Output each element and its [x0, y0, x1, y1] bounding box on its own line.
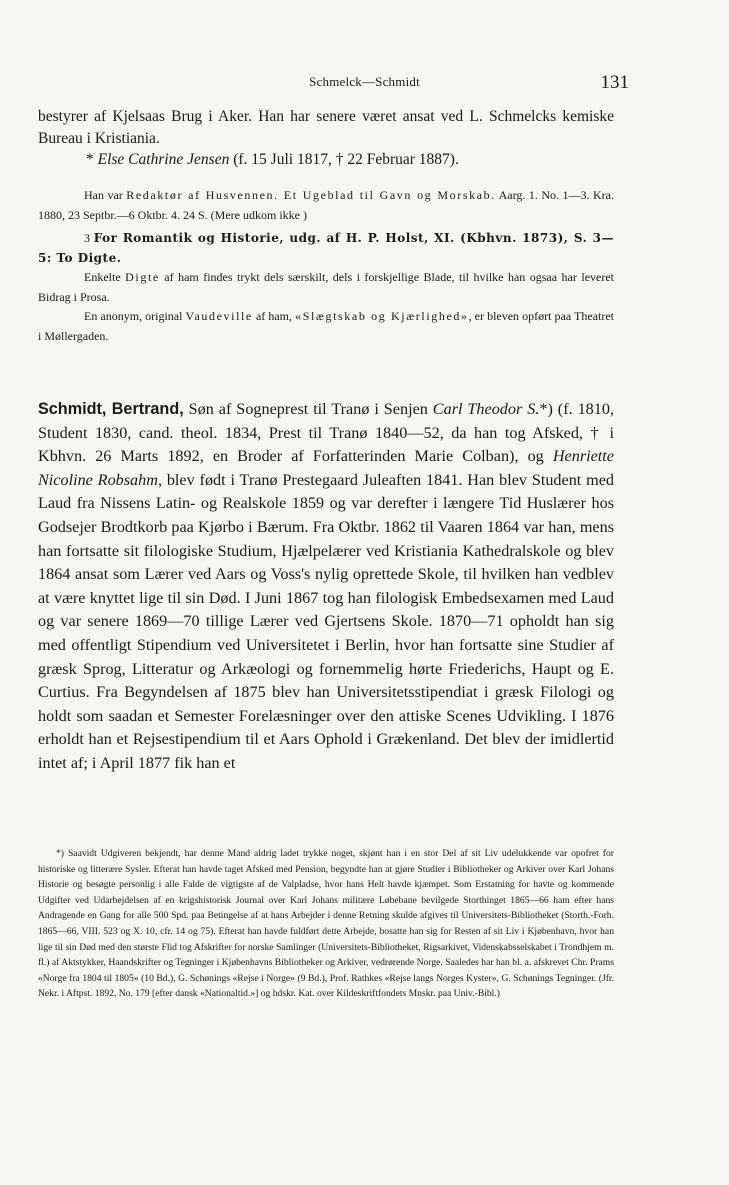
- work-vaudeville: En anonym, original Vaudeville af ham, «Slægtskab og Kjærlighed», er bleven opført paa Theatret i Møllergaden.: [38, 309, 615, 343]
- mother-name: Henriette Nicoline Robsahm,: [38, 447, 614, 489]
- schmelck-entry-end: [38, 106, 614, 171]
- footnote: [38, 846, 614, 1002]
- wife-dates: (f. 15 Juli 1817, † 22 Februar 1887).: [229, 151, 459, 168]
- father-name: Carl Theodor S.: [432, 400, 540, 418]
- work-title: «Slægtskab og Kjærlighed»: [295, 309, 469, 323]
- work-title: Digte: [125, 270, 160, 284]
- schmidt-entry: [38, 398, 614, 776]
- work-title: Redaktør af Husvennen. Et Ugeblad til Gavn og Morskab.: [126, 188, 496, 202]
- schmidt-text: Schmidt, Bertrand, Søn af Sogneprest til Tranø i Senjen Carl Theodor S.*) (f. 1810, Student 1830, cand. theol. 1834, Prest til Tranø 1840—52, da han tog Afsked, † i Kbhvn. 26 Marts 1892, en Broder af Forfatterinden Marie Colban), og Henriette Nicoline Robsahm, blev født i Tranø Prestegaard Juleaften 1841. Han blev Student med Laud fra Nissens Latin- og Realskole 1859 og var derefter i længere Tid Huslærer hos Godsejer Brodtkorb paa Kjørbo i Bærum. Fra Oktbr. 1862 til Vaaren 1864 var han, mens han fortsatte sit filologiske Studium, Hjælpelærer ved Kristiania Kathedralskole og blev 1864 ansat som Lærer ved Aars og Voss's nylig oprettede Skole, til hvilken han vedblev at være knyttet lige til sin Død. I Juni 1867 tog han filologisk Embedsexamen med Laud og var senere 1869—70 tillige Lærer ved Gjertsens Skole. 1870—71 opholdt han sig med offentligt Stipendium ved Universitetet i Berlin, hvor han fortsatte sine Studier af græsk Sprog, Litteratur og Arkæologi og fornemmelig hørte Friederichs, Haupt og E. Curtius. Fra Begyndelsen af 1875 blev han Universitetsstipendiat i græsk Filologi og holdt som saadan et Semester Forelæsninger over den attiske Scenes Udvikling. I 1876 erholdt han et Rejsestipendium til et Aars Ophold i Grækenland. Det blev der imidlertid intet af; i April 1877 fik han et: [38, 400, 614, 772]
- running-head: Schmelck—Schmidt: [309, 74, 420, 89]
- work-digte: Enkelte Digte af ham findes trykt dels særskilt, dels i forskjellige Blade, til hvilke han ogsaa har leveret Bidrag i Prosa.: [38, 270, 615, 304]
- work-husvennen: Han var Redaktør af Husvennen. Et Ugeblad til Gavn og Morskab. Aarg. 1. No. 1—3. Kra. 1880, 23 Septbr.—6 Oktbr. 4. 24 S. (Mere udkom ikke ): [38, 188, 614, 222]
- work-title: For Romantik og Historie, udg. af H. P. Holst, XI. (Kbhvn. 1873), S. 3—5: To Digte.: [38, 231, 615, 265]
- schmelck-works: [38, 186, 614, 346]
- schmelck-text: bestyrer af Kjelsaas Brug i Aker. Han har senere været ansat ved L. Schmelcks kemiske Bureau i Kristiania.: [38, 108, 614, 147]
- work-title: Vaudeville: [185, 309, 253, 323]
- footnote-text: *) Saavidt Udgiveren bekjendt, har denne Mand aldrig ladet trykke noget, skjønt han i en stor Del af sit Liv udelukkende var opofret for historiske og litterære Sysler. Efterat han havde taget Afsked med Pension, begyndte han at gjøre Studier i Bibliotheker og Arkiver over Karl Johans Historie og besøgte personlig i alle Falde de vigtigste af de Valpladse, hvor hans Helt havde kjæmpet. Som Erstatning for havte og kommende Udgifter ved Udarbejdelsen af en krigshistorisk Journal over Karl Johans militære Løbebane bevilgede Storthinget 1865—66 ham efter hans Andragende en Gang for alle 500 Spd. paa Betingelse af at hans Arbejder i denne Retning skulde afgives til Universitets-Bibliotheket (Storth.-Forh. 1865—66, VIII. 523 og X. 10, cfr. 14 og 75). Efterat han havde fuldført dette Arbejde, bosatte han sig for Resten af sit Liv i Kjøbenhavn, hvor han lige til sin Død med den største Flid tog Afskrifter for norske Samlinger (Universitets-Bibliotheket, Rigsarkivet, Videnskabsselskabet i Trondhjem m. fl.) af Aktstykker, Haandskrifter og Tegninger i Kjøbenhavns Bibliotheker og Arkiver, vedrørende Norge. Saaledes har han bl. a. afskrevet Chr. Prams «Norge fra 1804 til 1805» (10 Bd.), G. Schønings «Rejse i Norge» (9 Bd.), Prof. Rathkes «Rejse langs Norges Kyster», G. Schønings Tegninger. (Jfr. Nekr. i Aftpst. 1892, No. 179 [efter dansk «Nationaltid.»] og hdskr. Kat. over Kildeskriftfondets Mnskr. paa Univ.-Bibl.): [38, 848, 614, 1000]
- footnote-mark: *: [86, 151, 98, 168]
- work-romantik: 3 For Romantik og Historie, udg. af H. P. Holst, XI. (Kbhvn. 1873), S. 3—5: To Digte.: [38, 231, 615, 265]
- page-number: 131: [600, 72, 629, 93]
- wife-line: [38, 149, 614, 171]
- wife-name: Else Cathrine Jensen: [97, 151, 230, 168]
- entry-headword: Schmidt, Bertrand,: [38, 400, 184, 418]
- page-header: [0, 72, 729, 96]
- footnote-mark: *): [56, 848, 68, 859]
